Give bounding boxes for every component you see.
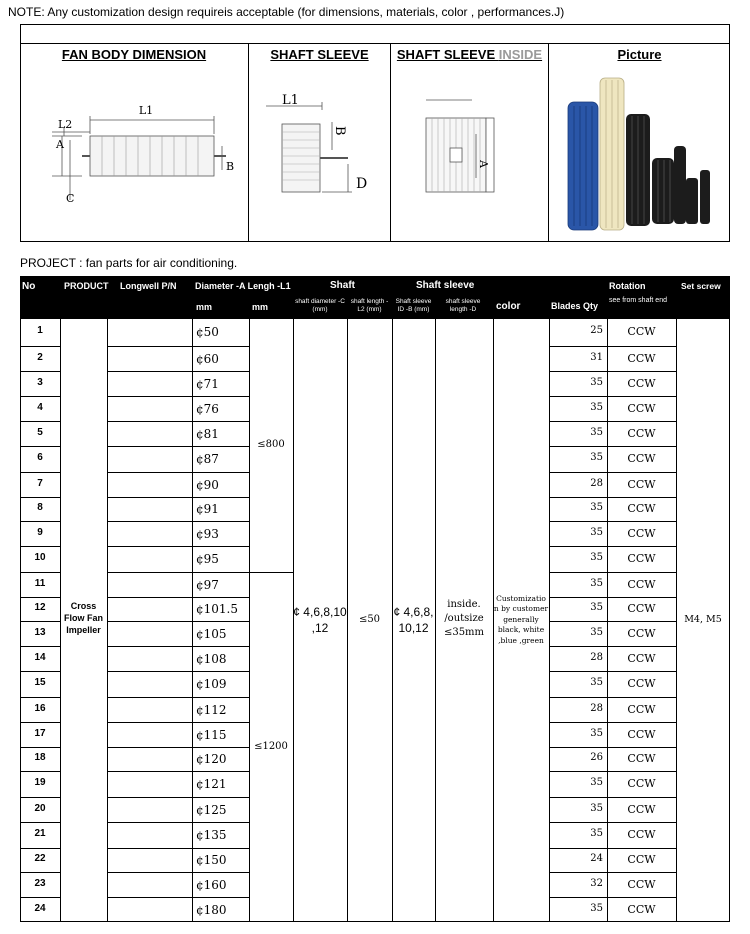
header-product: PRODUCT	[64, 281, 109, 291]
row-line	[20, 497, 60, 498]
diameter-value: ¢81	[196, 427, 219, 441]
header-shaft-length: shaft length - L2 (mm)	[350, 298, 389, 313]
diameter-value: ¢71	[196, 377, 219, 391]
blades-qty: 32	[590, 878, 603, 889]
row-line	[20, 346, 60, 347]
diameter-value: ¢108	[196, 652, 227, 666]
row-number: 19	[34, 777, 46, 788]
row-line	[107, 747, 249, 748]
col-line	[107, 318, 108, 922]
rotation-value: CCW	[627, 377, 656, 390]
blades-qty: 35	[590, 552, 603, 563]
rotation-value: CCW	[627, 452, 656, 465]
blades-qty: 31	[590, 352, 603, 363]
row-line	[107, 722, 249, 723]
diameter-value: ¢135	[196, 828, 227, 842]
row-number: 11	[34, 578, 46, 589]
rotation-value: CCW	[627, 752, 656, 765]
row-line	[549, 848, 676, 849]
row-number: 5	[37, 427, 43, 438]
row-line	[107, 396, 249, 397]
row-line	[20, 646, 60, 647]
fan-body-diagram	[22, 70, 246, 230]
diameter-value: ¢101.5	[196, 602, 238, 616]
row-line	[549, 472, 676, 473]
row-line	[107, 497, 249, 498]
blades-qty: 24	[590, 853, 603, 864]
shaft-sleeve-title: SHAFT SLEEVE	[270, 47, 369, 62]
blades-qty: 35	[590, 677, 603, 688]
rotation-value: CCW	[627, 527, 656, 540]
rotation-value: CCW	[627, 903, 656, 916]
rotation-value: CCW	[627, 703, 656, 716]
row-line	[249, 572, 293, 573]
header-mm-diameter: mm	[196, 302, 213, 312]
rotation-value: CCW	[627, 502, 656, 515]
row-line	[107, 597, 249, 598]
rotation-value: CCW	[627, 478, 656, 491]
panel-divider	[390, 44, 391, 242]
header-mm-length: mm	[252, 302, 269, 312]
row-line	[20, 872, 60, 873]
diameter-value: ¢150	[196, 853, 227, 867]
diameter-value: ¢112	[196, 703, 227, 717]
row-line	[549, 671, 676, 672]
header-no: No	[22, 281, 36, 292]
header-color: color	[496, 301, 521, 312]
blades-qty: 35	[590, 377, 603, 388]
header-rotation: Rotation	[609, 281, 646, 291]
shaft-diameter-cell: ¢ 4,6,8,10 ,12	[293, 605, 347, 635]
diameter-value: ¢115	[196, 728, 227, 742]
row-number: 10	[34, 552, 46, 563]
row-number: 22	[34, 853, 46, 864]
project-text: PROJECT : fan parts for air conditioning.	[20, 256, 238, 270]
row-line	[107, 621, 249, 622]
row-number: 13	[34, 627, 46, 638]
header-blades-qty: Blades Qty	[551, 301, 599, 311]
row-line	[107, 897, 249, 898]
header-shaft-diameter: shaft diameter -C (mm)	[295, 298, 345, 313]
row-line	[20, 747, 60, 748]
row-line	[20, 848, 60, 849]
row-number: 20	[34, 803, 46, 814]
diameter-value: ¢105	[196, 627, 227, 641]
blades-qty: 35	[590, 903, 603, 914]
fan-products-picture	[552, 66, 728, 240]
rotation-value: CCW	[627, 352, 656, 365]
row-line	[20, 897, 60, 898]
row-line	[549, 822, 676, 823]
row-line	[107, 872, 249, 873]
row-line	[549, 872, 676, 873]
label-c: C	[66, 192, 75, 205]
diameter-value: ¢125	[196, 803, 227, 817]
set-screw-cell: M4, M5	[684, 613, 722, 625]
diameter-value: ¢120	[196, 752, 227, 766]
row-line	[549, 722, 676, 723]
row-line	[107, 822, 249, 823]
rotation-value: CCW	[627, 677, 656, 690]
row-line	[20, 572, 60, 573]
row-line	[549, 897, 676, 898]
shaft-length-cell: ≤50	[358, 613, 381, 625]
blades-qty: 35	[590, 402, 603, 413]
diameter-value: ¢109	[196, 677, 227, 691]
diameter-value: ¢50	[196, 325, 219, 339]
row-line	[107, 472, 249, 473]
row-line	[549, 346, 676, 347]
rotation-value: CCW	[627, 878, 656, 891]
sleeve-id-cell: ¢ 4,6,8, 10,12	[393, 605, 434, 635]
row-number: 9	[37, 527, 43, 538]
rotation-value: CCW	[627, 853, 656, 866]
row-number: 21	[34, 828, 46, 839]
row-number: 7	[37, 478, 43, 489]
row-line	[549, 771, 676, 772]
col-line	[192, 318, 193, 922]
row-number: 18	[34, 752, 46, 763]
picture-title: Picture	[617, 47, 662, 62]
label-l2: L2	[58, 118, 73, 131]
blades-qty: 35	[590, 602, 603, 613]
rotation-value: CCW	[627, 728, 656, 741]
shaft-sleeve-inside-title: SHAFT SLEEVE INSIDE	[396, 47, 543, 62]
row-number: 12	[34, 602, 46, 613]
row-line	[20, 396, 60, 397]
label-b: B	[226, 160, 235, 173]
diameter-value: ¢90	[196, 478, 219, 492]
shaft-sleeve-inside-diagram	[396, 78, 546, 228]
row-line	[20, 797, 60, 798]
rotation-value: CCW	[627, 552, 656, 565]
panel-divider	[548, 44, 549, 242]
row-line	[20, 697, 60, 698]
row-line	[20, 722, 60, 723]
row-number: 8	[37, 502, 43, 513]
shaft-sleeve-diagram	[252, 80, 388, 230]
rotation-value: CCW	[627, 602, 656, 615]
rotation-value: CCW	[627, 777, 656, 790]
row-line	[107, 771, 249, 772]
rotation-value: CCW	[627, 627, 656, 640]
header-sleeve-length: shaft sleeve length -D	[445, 298, 481, 313]
row-line	[107, 671, 249, 672]
row-line	[107, 446, 249, 447]
row-line	[20, 671, 60, 672]
row-number: 6	[37, 452, 43, 463]
blades-qty: 35	[590, 502, 603, 513]
row-line	[20, 771, 60, 772]
row-number: 3	[37, 377, 43, 388]
blades-qty: 35	[590, 427, 603, 438]
blades-qty: 35	[590, 527, 603, 538]
row-line	[549, 597, 676, 598]
diameter-value: ¢91	[196, 502, 219, 516]
row-number: 1	[37, 325, 43, 336]
blades-qty: 35	[590, 578, 603, 589]
row-line	[20, 446, 60, 447]
note-text: NOTE: Any customization design requireis acceptable (for dimensions, materials, color , performances.J)	[8, 5, 565, 19]
blades-qty: 28	[590, 703, 603, 714]
row-number: 17	[34, 728, 46, 739]
blades-qty: 35	[590, 627, 603, 638]
row-line	[107, 797, 249, 798]
row-line	[549, 497, 676, 498]
header-set-screw: Set screw	[681, 281, 721, 291]
diameter-value: ¢60	[196, 352, 219, 366]
color-cell: Customizatio n by customer generally black, white ,blue ,green	[493, 593, 549, 645]
row-line	[20, 621, 60, 622]
diameter-value: ¢97	[196, 578, 219, 592]
rotation-value: CCW	[627, 652, 656, 665]
blades-qty: 28	[590, 652, 603, 663]
row-line	[549, 421, 676, 422]
diameter-value: ¢160	[196, 878, 227, 892]
row-line	[549, 521, 676, 522]
row-line	[549, 697, 676, 698]
diameter-value: ¢76	[196, 402, 219, 416]
row-line	[107, 848, 249, 849]
length-800-cell: ≤800	[257, 438, 285, 450]
blades-qty: 26	[590, 752, 603, 763]
row-line	[107, 371, 249, 372]
rotation-value: CCW	[627, 828, 656, 841]
row-line	[20, 472, 60, 473]
label-l1: L1	[282, 93, 299, 108]
blades-qty: 35	[590, 777, 603, 788]
length-1200-cell: ≤1200	[254, 740, 288, 752]
panel-divider	[248, 44, 249, 242]
row-line	[20, 521, 60, 522]
row-number: 4	[37, 402, 43, 413]
blades-qty: 25	[590, 325, 603, 336]
rotation-value: CCW	[627, 402, 656, 415]
row-number: 23	[34, 878, 46, 889]
fan-body-dimension-title: FAN BODY DIMENSION	[61, 47, 207, 62]
row-line	[107, 546, 249, 547]
sleeve-length-cell: inside. /outsize ≤35mm	[443, 599, 485, 638]
diameter-value: ¢93	[196, 527, 219, 541]
header-shaft: Shaft	[330, 280, 355, 291]
header-rotation-sub: see from shaft end	[609, 297, 667, 304]
blades-qty: 35	[590, 828, 603, 839]
col-line	[249, 318, 250, 922]
rotation-value: CCW	[627, 578, 656, 591]
row-number: 2	[37, 352, 43, 363]
row-line	[549, 572, 676, 573]
label-l1: L1	[138, 104, 154, 117]
row-number: 14	[34, 652, 46, 663]
row-line	[107, 346, 249, 347]
diameter-value: ¢87	[196, 452, 219, 466]
label-a: A	[477, 160, 490, 168]
rotation-value: CCW	[627, 427, 656, 440]
row-line	[549, 396, 676, 397]
row-line	[549, 621, 676, 622]
row-line	[549, 371, 676, 372]
row-line	[107, 572, 249, 573]
row-line	[20, 371, 60, 372]
row-number: 24	[34, 903, 46, 914]
blades-qty: 35	[590, 452, 603, 463]
rotation-value: CCW	[627, 325, 656, 338]
blades-qty: 35	[590, 803, 603, 814]
diameter-value: ¢95	[196, 552, 219, 566]
panel-top-strip	[20, 24, 730, 44]
row-line	[20, 822, 60, 823]
label-d: D	[356, 176, 368, 192]
row-number: 16	[34, 703, 46, 714]
row-line	[20, 421, 60, 422]
label-b: B	[332, 126, 347, 136]
blades-qty: 28	[590, 478, 603, 489]
row-line	[549, 747, 676, 748]
diameter-value: ¢180	[196, 903, 227, 917]
blades-qty: 35	[590, 728, 603, 739]
row-line	[549, 446, 676, 447]
row-line	[549, 546, 676, 547]
row-number: 15	[34, 677, 46, 688]
row-line	[107, 521, 249, 522]
row-line	[107, 646, 249, 647]
row-line	[20, 597, 60, 598]
rotation-value: CCW	[627, 803, 656, 816]
row-line	[107, 421, 249, 422]
header-sleeve-id: Shaft sleeve ID -B (mm)	[395, 298, 432, 313]
product-cell: Cross Flow Fan Impeller	[64, 601, 103, 635]
header-pn: Longwell P/N	[120, 281, 177, 291]
row-line	[107, 697, 249, 698]
row-line	[549, 646, 676, 647]
row-line	[549, 797, 676, 798]
diameter-value: ¢121	[196, 777, 227, 791]
header-shaft-sleeve: Shaft sleeve	[416, 280, 475, 291]
label-a: A	[56, 138, 64, 151]
header-diameter-length: Diameter -A Lengh -L1	[195, 281, 291, 291]
row-line	[20, 546, 60, 547]
